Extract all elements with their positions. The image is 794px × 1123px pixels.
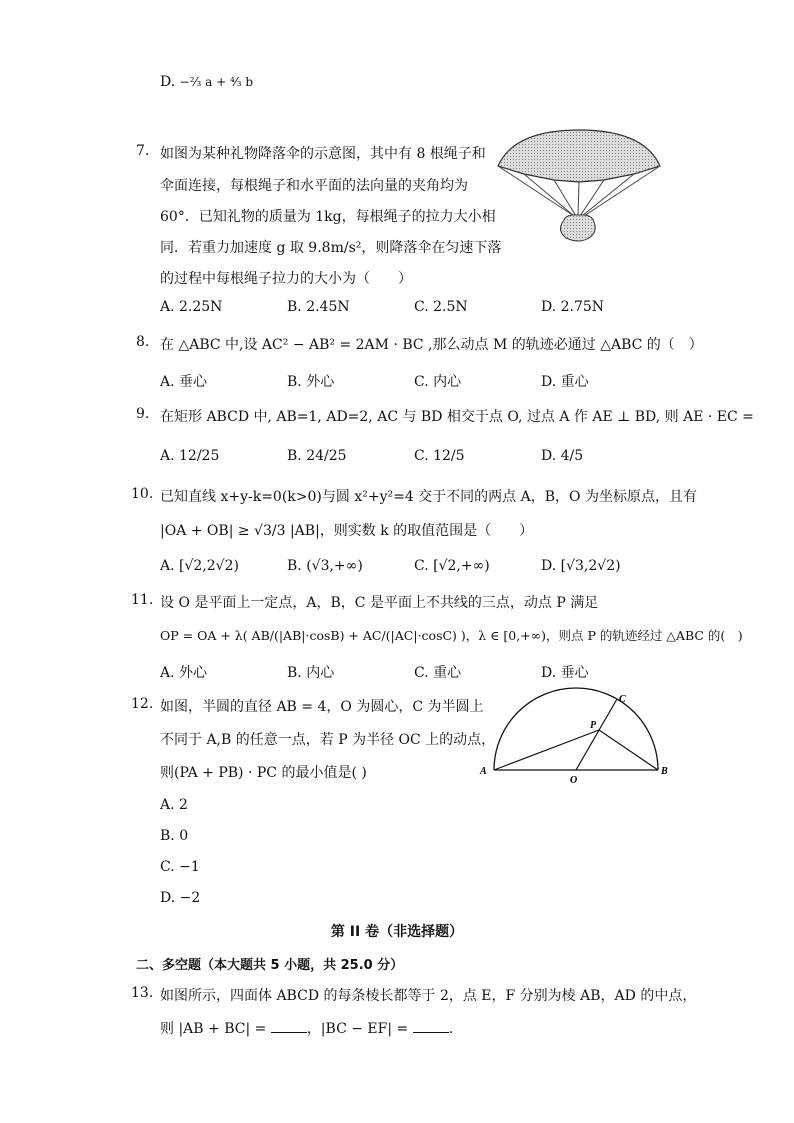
q8-option-b[interactable]: B. 外心	[287, 374, 335, 390]
q7-line-2: 伞面连接，每根绳子和水平面的法向量的夹角均为	[160, 178, 468, 194]
q13-end: .	[448, 1021, 454, 1037]
q12-option-b[interactable]: B. 0	[160, 828, 189, 844]
q8-option-c[interactable]: C. 内心	[414, 374, 462, 390]
fig-label-a: A	[480, 766, 487, 777]
q7-line-4: 同．若重力加速度 g 取 9.8m/s²，则降落伞在匀速下落	[160, 240, 502, 256]
q9-option-d[interactable]: D. 4/5	[541, 448, 584, 464]
q7-number: 7.	[136, 143, 150, 159]
q11-option-c[interactable]: C. 重心	[414, 665, 462, 681]
q8-number: 8.	[136, 334, 150, 350]
q9-number: 9.	[136, 406, 150, 422]
q13-expr-2: ，|BC − EF| =	[306, 1021, 413, 1037]
q13-line-1: 如图所示，四面体 ABCD 的每条棱长都等于 2，点 E，F 分别为棱 AB，AD 的中点，	[160, 988, 697, 1004]
q7-line-5: 的过程中每根绳子拉力的大小为（ ）	[160, 271, 412, 287]
q10-number: 10.	[131, 486, 154, 502]
q10-line-1: 已知直线 x+y-k=0(k>0)与圆 x²+y²=4 交于不同的两点 A，B，O 为坐标原点，且有	[160, 489, 697, 505]
q10-option-a[interactable]: A. [√2,2√2)	[160, 558, 239, 574]
q6-option-d[interactable]: D. −²⁄₃ a + ⁴⁄₃ b	[160, 74, 254, 90]
q10-line-2: |OA + OB| ≥ √3/3 |AB|，则实数 k 的取值范围是（ ）	[160, 523, 534, 539]
q8-text: 在 △ABC 中,设 AC² − AB² = 2AM · BC ,那么动点 M 的轨迹必通过 △ABC 的（ ）	[160, 337, 703, 353]
q13-expr-1: 则 |AB + BC| =	[160, 1021, 271, 1037]
q11-line-1: 设 O 是平面上一定点，A，B，C 是平面上不共线的三点，动点 P 满足	[160, 595, 599, 611]
q9-option-a[interactable]: A. 12/25	[160, 448, 220, 464]
fig-label-c: C	[619, 694, 626, 705]
q12-line-1: 如图，半圆的直径 AB = 4，O 为圆心，C 为半圆上	[160, 699, 484, 715]
section-2-title: 二、多空题（本大题共 5 小题，共 25.0 分）	[136, 958, 404, 973]
q12-option-a[interactable]: A. 2	[160, 797, 188, 813]
q12-number: 12.	[131, 696, 154, 712]
q9-option-c[interactable]: C. 12/5	[414, 448, 465, 464]
q6-option-d-math: −²⁄₃ a + ⁴⁄₃ b	[179, 75, 254, 89]
semicircle-figure	[476, 686, 676, 786]
q8-option-a[interactable]: A. 垂心	[160, 374, 208, 390]
q11-number: 11.	[131, 592, 154, 608]
fig-label-b: B	[661, 766, 668, 777]
q11-option-a[interactable]: A. 外心	[160, 665, 208, 681]
q7-option-b[interactable]: B. 2.45N	[287, 299, 350, 315]
q9-text: 在矩形 ABCD 中, AB=1, AD=2, AC 与 BD 相交于点 O, 过点 A 作 AE ⊥ BD, 则 AE · EC =	[160, 409, 754, 425]
q9-option-b[interactable]: B. 24/25	[287, 448, 347, 464]
parachute-figure	[494, 128, 664, 250]
fig-label-p: P	[590, 720, 597, 731]
q12-line-3: 则(PA + PB) · PC 的最小值是( )	[160, 765, 367, 781]
q10-option-b[interactable]: B. (√3,+∞)	[287, 558, 363, 574]
q7-option-a[interactable]: A. 2.25N	[160, 299, 223, 315]
q7-option-d[interactable]: D. 2.75N	[541, 299, 605, 315]
q11-line-2: OP = OA + λ( AB/(|AB|·cosB) + AC/(|AC|·cosC) )，λ ∈ [0,+∞)，则点 P 的轨迹经过 △ABC 的( )	[160, 628, 743, 643]
q13-line-2	[160, 1018, 453, 1038]
q10-option-c[interactable]: C. [√2,+∞)	[414, 558, 490, 574]
q8-option-d[interactable]: D. 重心	[541, 374, 589, 390]
q12-option-d[interactable]: D. −2	[160, 890, 201, 906]
q12-option-c[interactable]: C. −1	[160, 859, 200, 875]
q13-answer-blank-2[interactable]	[413, 1020, 449, 1033]
q10-option-d[interactable]: D. [√3,2√2)	[541, 558, 621, 574]
part-2-title: 第 II 卷（非选择题）	[330, 924, 464, 940]
q7-line-1: 如图为某种礼物降落伞的示意图，其中有 8 根绳子和	[160, 146, 486, 162]
q12-line-2: 不同于 A,B 的任意一点，若 P 为半径 OC 上的动点，	[160, 732, 496, 748]
q7-line-3: 60°．已知礼物的质量为 1kg，每根绳子的拉力大小相	[160, 209, 496, 225]
fig-label-o: O	[570, 775, 578, 786]
q13-answer-blank-1[interactable]	[271, 1020, 307, 1033]
q7-option-c[interactable]: C. 2.5N	[414, 299, 468, 315]
q11-option-b[interactable]: B. 内心	[287, 665, 335, 681]
q11-option-d[interactable]: D. 垂心	[541, 665, 589, 681]
q13-number: 13.	[131, 985, 154, 1001]
